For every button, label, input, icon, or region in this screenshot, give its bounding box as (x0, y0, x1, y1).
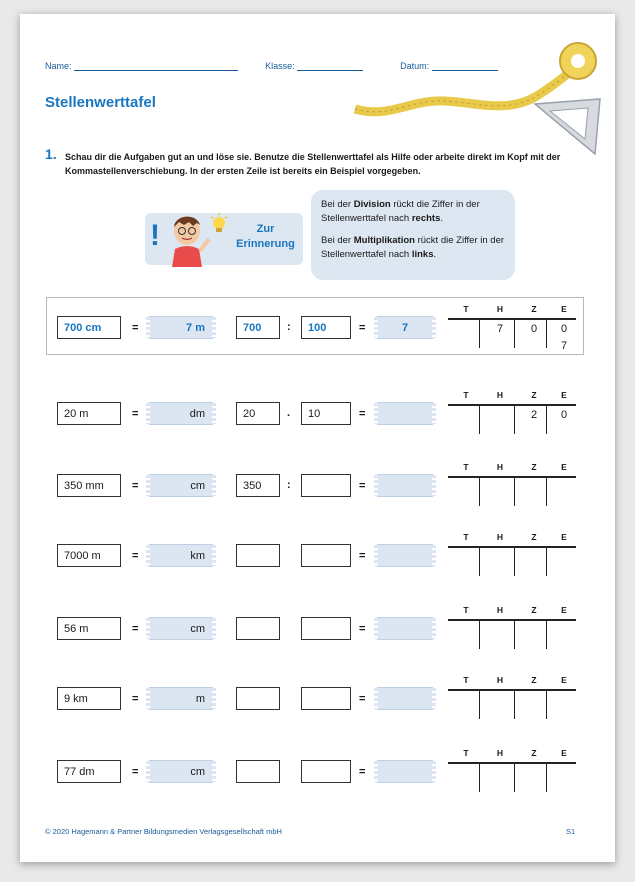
given-value-box: 700 cm (57, 316, 121, 339)
table-divider (514, 404, 515, 434)
table-divider (546, 689, 547, 719)
place-value-table (448, 748, 576, 808)
table-divider (514, 689, 515, 719)
operand-a-box[interactable] (236, 760, 280, 783)
equals-sign: = (132, 322, 139, 334)
table-divider (546, 762, 547, 792)
equals-sign: = (132, 766, 139, 778)
place-value-digit[interactable]: 0 (560, 323, 568, 335)
name-line[interactable] (74, 61, 238, 71)
answer-field[interactable] (377, 474, 433, 497)
table-rule (448, 476, 576, 478)
place-value-header: Z (531, 605, 537, 615)
place-value-header: Z (531, 390, 537, 400)
place-value-header: T (463, 748, 469, 758)
given-value-box: 9 km (57, 687, 121, 710)
place-value-digit[interactable]: 7 (496, 323, 504, 335)
page-number: S1 (566, 827, 576, 836)
place-value-header: Z (531, 304, 537, 314)
place-value-header: T (463, 675, 469, 685)
table-rule (448, 762, 576, 764)
operand-b-box[interactable] (301, 617, 351, 640)
operand-b-box[interactable]: 100 (301, 316, 351, 339)
equals-sign-2: = (359, 408, 366, 420)
place-value-digit-extra: 7 (560, 340, 568, 352)
place-value-header: H (496, 748, 504, 758)
equals-sign-2: = (359, 623, 366, 635)
place-value-table (448, 675, 576, 735)
answer-field[interactable]: 7 (377, 316, 433, 339)
equals-sign: = (132, 693, 139, 705)
table-divider (514, 762, 515, 792)
place-value-table (448, 390, 576, 450)
given-value-box: 56 m (57, 617, 121, 640)
equals-sign: = (132, 408, 139, 420)
table-divider (546, 619, 547, 649)
reminder-label-line2: Erinnerung (236, 238, 295, 250)
result-field[interactable]: cm (149, 474, 213, 497)
place-value-digit[interactable]: 2 (530, 409, 538, 421)
table-divider (514, 546, 515, 576)
place-value-header: T (463, 605, 469, 615)
division-rule: Bei der Division rückt die Ziffer in der Stellenwerttafel nach rechts. (321, 199, 480, 224)
place-value-digit[interactable]: 0 (530, 323, 538, 335)
table-divider (479, 546, 480, 576)
place-value-table (448, 462, 576, 522)
table-divider (546, 546, 547, 576)
reminder-label-line1: Zur (256, 223, 275, 235)
place-value-header: T (463, 532, 469, 542)
result-field[interactable]: dm (149, 402, 213, 425)
place-value-header: E (561, 748, 567, 758)
operand-b-box[interactable] (301, 544, 351, 567)
boy-character-illustration (167, 211, 235, 267)
place-value-header: Z (531, 675, 537, 685)
place-value-header: E (561, 462, 567, 472)
place-value-header: H (496, 532, 504, 542)
equals-sign: = (132, 480, 139, 492)
place-value-header: Z (531, 532, 537, 542)
place-value-header: T (463, 304, 469, 314)
table-divider (479, 318, 480, 348)
table-divider (514, 619, 515, 649)
equals-sign: = (132, 550, 139, 562)
equals-sign-2: = (359, 550, 366, 562)
given-value-box: 20 m (57, 402, 121, 425)
place-value-header: T (463, 462, 469, 472)
exclamation-icon: ! (150, 219, 160, 252)
place-value-header: E (561, 390, 567, 400)
place-value-header: E (561, 675, 567, 685)
operand-b-box[interactable] (301, 687, 351, 710)
multiplication-rule: Bei der Multiplikation rückt die Ziffer in der Stellenwerttafel nach links. (321, 235, 505, 260)
place-value-table (448, 304, 576, 364)
table-divider (479, 476, 480, 506)
operand-a-box[interactable] (236, 687, 280, 710)
rule-bubble (311, 190, 515, 280)
equals-sign-2: = (359, 766, 366, 778)
table-divider (514, 476, 515, 506)
operand-b-box[interactable]: 10 (301, 402, 351, 425)
date-label: Datum: (400, 61, 430, 71)
table-divider (546, 476, 547, 506)
place-value-table (448, 532, 576, 592)
answer-field[interactable] (377, 544, 433, 567)
operand-a-box[interactable]: 700 (236, 316, 280, 339)
place-value-header: H (496, 390, 504, 400)
reminder-label (233, 222, 298, 252)
equals-sign-2: = (359, 693, 366, 705)
table-rule (448, 318, 576, 320)
operand-a-box[interactable]: 350 (236, 474, 280, 497)
place-value-header: H (496, 462, 504, 472)
place-value-header: E (561, 304, 567, 314)
table-rule (448, 404, 576, 406)
given-value-box: 77 dm (57, 760, 121, 783)
place-value-digit[interactable]: 0 (560, 409, 568, 421)
task-number: 1. (45, 146, 57, 162)
operand-a-box[interactable]: 20 (236, 402, 280, 425)
place-value-header: H (496, 675, 504, 685)
place-value-table (448, 605, 576, 665)
table-divider (479, 619, 480, 649)
table-rule (448, 619, 576, 621)
answer-field[interactable] (377, 402, 433, 425)
table-divider (546, 318, 547, 348)
result-field[interactable]: 7 m (149, 316, 213, 339)
place-value-header: E (561, 532, 567, 542)
operator-sign: : (287, 479, 291, 491)
task-text: Schau dir die Aufgaben gut an und löse sie. Benutze die Stellenwerttafel als Hilfe oder arbeite direkt im Kopf mit der Kommastellenverschiebung. In der ersten Zeile ist bereits ein Beispiel vorgegeben. (65, 152, 561, 176)
table-divider (479, 689, 480, 719)
table-rule (448, 689, 576, 691)
answer-field[interactable] (377, 617, 433, 640)
result-field[interactable]: cm (149, 617, 213, 640)
answer-field[interactable] (377, 760, 433, 783)
table-divider (514, 318, 515, 348)
worksheet-page (20, 14, 615, 862)
place-value-header: Z (531, 462, 537, 472)
table-rule (448, 546, 576, 548)
copyright-footer: © 2020 Hagemann & Partner Bildungsmedien Verlagsgesellschaft mbH (45, 827, 282, 836)
result-field[interactable]: km (149, 544, 213, 567)
name-label: Name: (45, 61, 72, 71)
place-value-header: H (496, 304, 504, 314)
result-field[interactable]: cm (149, 760, 213, 783)
task-instruction (45, 146, 585, 178)
measuring-tape-illustration (350, 39, 610, 159)
operand-a-box[interactable] (236, 544, 280, 567)
table-divider (479, 404, 480, 434)
operand-a-box[interactable] (236, 617, 280, 640)
place-value-header: Z (531, 748, 537, 758)
table-divider (546, 404, 547, 434)
equals-sign-2: = (359, 322, 366, 334)
page-title: Stellenwerttafel (45, 94, 156, 111)
answer-field[interactable] (377, 687, 433, 710)
place-value-header: H (496, 605, 504, 615)
operand-b-box[interactable] (301, 474, 351, 497)
equals-sign: = (132, 623, 139, 635)
place-value-header: T (463, 390, 469, 400)
given-value-box: 350 mm (57, 474, 121, 497)
class-label: Klasse: (265, 61, 295, 71)
operator-sign: . (287, 407, 291, 419)
result-field[interactable]: m (149, 687, 213, 710)
reminder-box (145, 213, 303, 265)
equals-sign-2: = (359, 480, 366, 492)
table-divider (479, 762, 480, 792)
operand-b-box[interactable] (301, 760, 351, 783)
given-value-box: 7000 m (57, 544, 121, 567)
operator-sign: : (287, 321, 291, 333)
place-value-header: E (561, 605, 567, 615)
